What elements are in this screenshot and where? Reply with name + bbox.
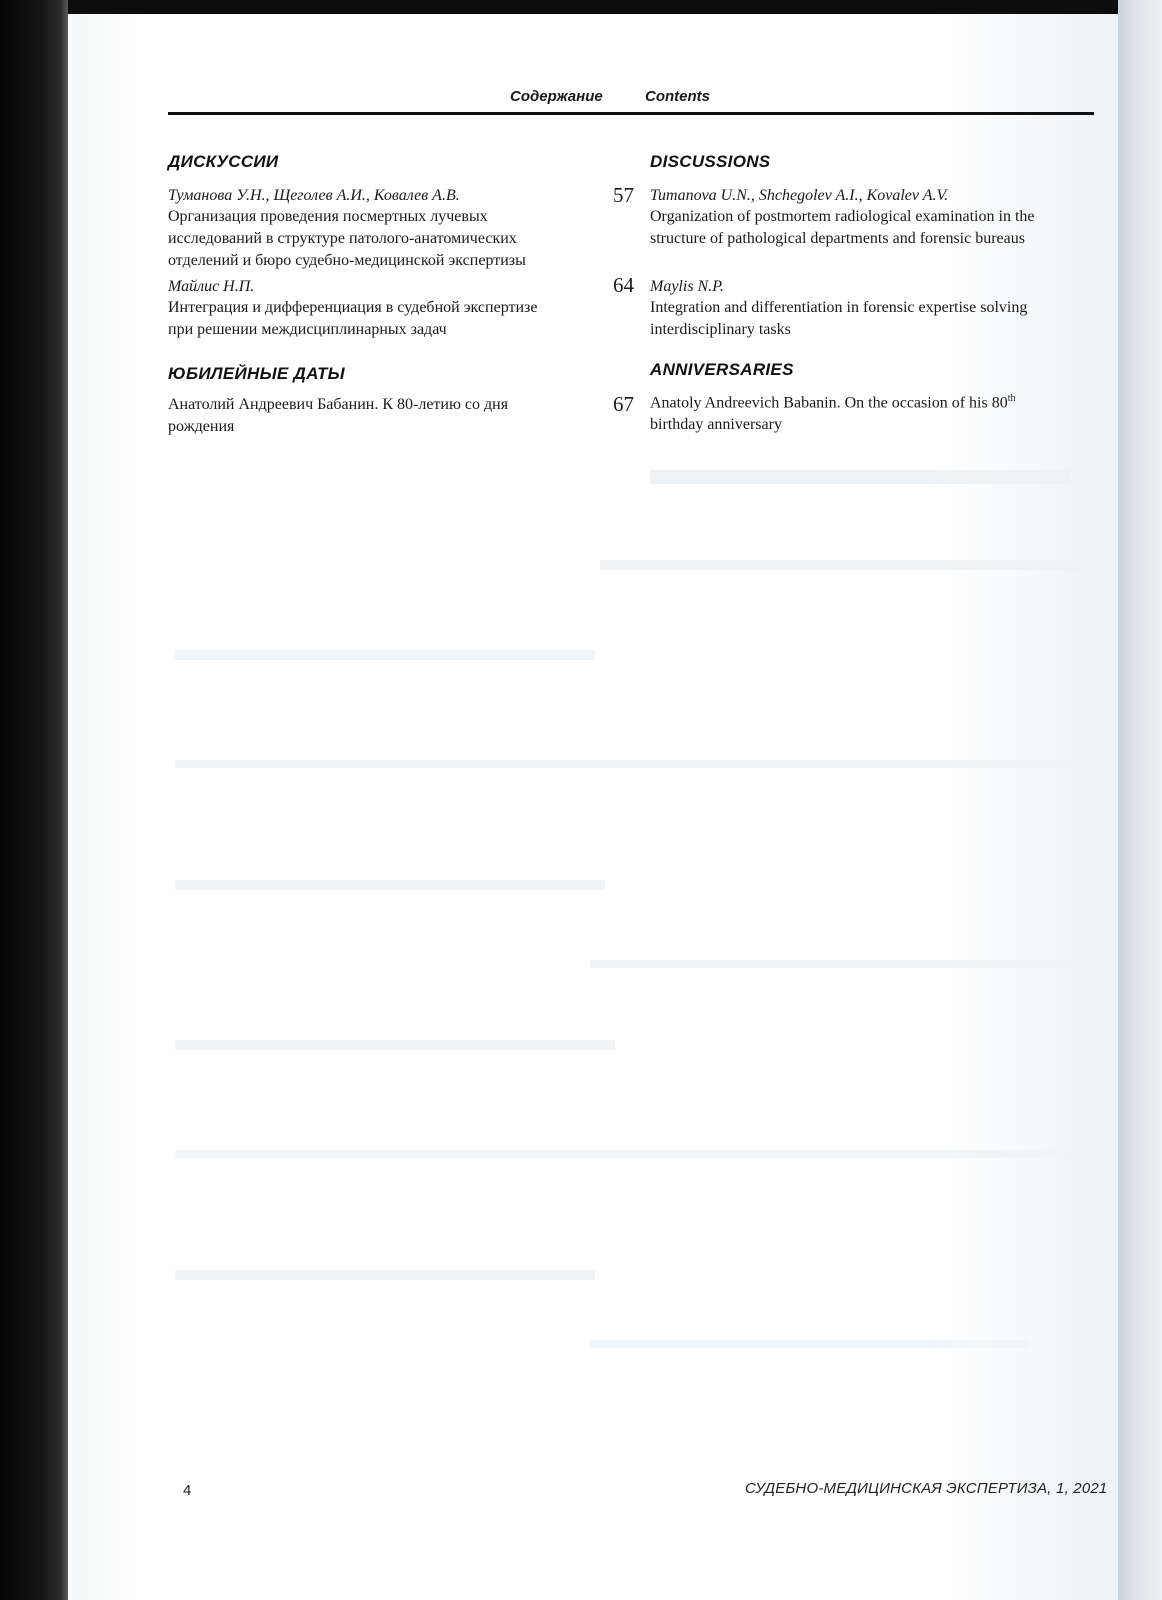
header-contents-en: Contents xyxy=(645,88,710,105)
superscript-ordinal: th xyxy=(1007,393,1016,404)
entry-title-en-line xyxy=(650,388,1015,414)
header-rule xyxy=(168,112,1094,115)
entry-title-en-line: birthday anniversary xyxy=(650,416,782,434)
entry-title-en-line: interdisciplinary tasks xyxy=(650,321,791,338)
entry-title-en-line: structure of pathological departments and forensic bureaus xyxy=(650,230,1025,247)
entry-title-en xyxy=(650,206,1035,250)
entry-title-en xyxy=(650,297,1027,341)
entry-authors-en: Maylis N.P. xyxy=(650,278,724,295)
header-contents-ru: Содержание xyxy=(510,88,603,105)
entry-title-ru-line: Организация проведения посмертных лучевых xyxy=(168,208,488,225)
entry-page-number: 57 xyxy=(613,183,634,207)
scan-border-left xyxy=(0,0,68,1600)
entry-title-ru-line: при решении междисциплинарных задач xyxy=(168,321,447,338)
entry-authors-ru: Туманова У.Н., Щеголев А.И., Ковалев А.В. xyxy=(168,187,460,204)
entry-page-number: 67 xyxy=(613,392,634,416)
section-heading-en: DISCUSSIONS xyxy=(650,152,771,171)
section-heading-ru: ЮБИЛЕЙНЫЕ ДАТЫ xyxy=(168,364,345,383)
entry-title-ru-line: Интеграция и дифференциация в судебной экспертизе xyxy=(168,299,538,316)
entry-title-en-line: Organization of postmortem radiological examination in the xyxy=(650,208,1035,225)
section-heading-en: ANNIVERSARIES xyxy=(650,360,794,379)
entry-title-en-line: Integration and differentiation in forensic expertise solving xyxy=(650,299,1028,316)
entry-page-number: 64 xyxy=(613,273,634,297)
entry-title-ru-line: Анатолий Андреевич Бабанин. К 80-летию со дня xyxy=(168,396,509,413)
scan-border-top xyxy=(0,0,1162,14)
page-edge-right xyxy=(1118,0,1162,1600)
entry-title-ru xyxy=(168,206,526,272)
entry-authors-en: Tumanova U.N., Shchegolev A.I., Kovalev A.V. xyxy=(650,187,949,204)
entry-title-ru xyxy=(168,297,537,341)
entry-title-ru-line: исследований в структуре патолого-анатомических xyxy=(168,230,517,247)
entry-title-en xyxy=(650,388,1015,436)
section-heading-ru: ДИСКУССИИ xyxy=(168,152,279,171)
footer-page-number: 4 xyxy=(183,1482,192,1499)
entry-authors-ru: Майлис Н.П. xyxy=(168,278,255,295)
entry-title-en-text: Anatoly Andreevich Babanin. On the occasion of his 80 xyxy=(650,394,1008,412)
footer-journal-title: СУДЕБНО-МЕДИЦИНСКАЯ ЭКСПЕРТИЗА, 1, 2021 xyxy=(745,1480,1108,1497)
entry-title-ru-line: рождения xyxy=(168,418,235,435)
entry-title-ru xyxy=(168,394,508,438)
entry-title-ru-line: отделений и бюро судебно-медицинской экспертизы xyxy=(168,252,526,269)
